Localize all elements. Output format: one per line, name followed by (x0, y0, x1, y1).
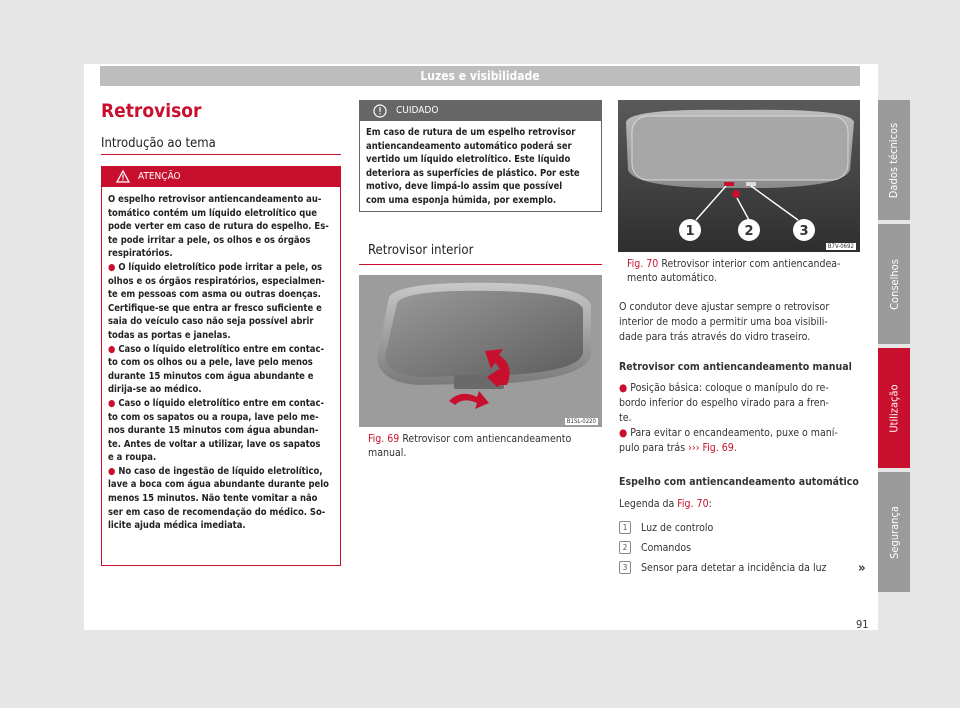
tab-dados-tecnicos[interactable] (878, 100, 910, 220)
bullet-icon: ● (108, 465, 116, 477)
warning-bullet (108, 397, 334, 465)
text-line: te pode irritar a pele, os olhos e os órgãos (108, 234, 311, 246)
text-line: mento automático. (627, 272, 717, 284)
bullet-icon: ● (619, 427, 628, 439)
text-line: respiratórios. (108, 248, 173, 260)
text-line: Certifique-se que entra ar fresco suficiente e (108, 302, 322, 314)
text-line: nos durante 15 minutos com água abundan- (108, 425, 319, 437)
text-line: to com os olhos ou a pele, lave pelo menos (108, 357, 313, 369)
bullet-icon: ● (108, 397, 116, 409)
manual-bullets: ● Posição básica: coloque o manípulo do re- bordo inferior do espelho virado para a fren- te. ● Para evitar o encandeamento, puxe o maní- pulo para trás ››› Fig. 69. (619, 382, 838, 454)
text-line: pode verter em caso de rutura do espelho. Es- (108, 221, 329, 233)
text-line: bordo inferior do espelho virado para a fren- (619, 397, 829, 409)
running-header: Luzes e visibilidade (100, 66, 860, 86)
text-line: Caso o líquido eletrolítico entre em contac- (118, 343, 324, 355)
figure-69-mirror-manual (359, 275, 602, 427)
mirror-manual-illustration (359, 275, 602, 427)
section-subtitle: Introdução ao tema (101, 136, 216, 151)
tab-label: Utilização (887, 383, 901, 433)
text-line: O condutor deve ajustar sempre o retrovisor (619, 301, 830, 313)
warning-body (102, 187, 340, 533)
section-heading-retrovisor-interior: Retrovisor interior (368, 243, 474, 258)
tab-label: Dados técnicos (887, 122, 901, 198)
figure-70-link[interactable]: Fig. 70 (677, 498, 709, 510)
warning-box (101, 166, 341, 566)
text-line: Legenda da (619, 498, 675, 510)
figure-code: B1SL-0220 (566, 418, 596, 425)
text-line: saia do veículo caso não seja possível abrir (108, 316, 314, 328)
callout-1: 1 (685, 224, 695, 239)
legend-number: 2 (619, 541, 631, 554)
warning-label: ATENÇÃO (138, 171, 181, 182)
text-line: lave a boca com água abundante durante pelo (108, 479, 329, 491)
text-line: motivo, deve limpá-lo assim que possível (366, 181, 563, 193)
caution-label: CUIDADO (396, 105, 439, 116)
text-line: dirija-se ao médico. (108, 384, 202, 396)
text-line: deteriora as superfícies de plástico. Por este (366, 167, 580, 179)
figure-69-caption (368, 432, 571, 460)
legend-text: Luz de controlo (641, 521, 714, 534)
legend-item (619, 561, 827, 574)
text-line: O líquido eletrolítico pode irritar a pele, os (118, 261, 323, 273)
text-line: to com os sapatos ou a roupa, lave pelo me- (108, 411, 319, 423)
callout-2: 2 (744, 224, 754, 239)
text-line: te em pessoas com asma ou outras doenças. (108, 289, 321, 301)
text-line: menos 15 minutos. Não tente vomitar a não (108, 493, 318, 505)
warning-bullet (108, 261, 334, 343)
text-line: olhos e os órgãos respiratórios, especialmen- (108, 275, 325, 287)
bullet-icon: ● (108, 261, 116, 273)
divider (359, 264, 602, 265)
mirror-automatic-illustration (618, 100, 860, 252)
text-line: vertido um líquido eletrolítico. Este líquido (366, 154, 571, 166)
text-line: tomático contém um líquido eletrolítico que (108, 207, 317, 219)
legend-number: 3 (619, 561, 631, 574)
text-line: Posição básica: coloque o manípulo do re- (630, 382, 829, 394)
tab-seguranca[interactable] (878, 472, 910, 592)
bullet-icon: ● (619, 382, 628, 394)
auto-heading: Espelho com antiencandeamento automático (619, 476, 859, 488)
warning-icon (116, 170, 130, 183)
caution-body (360, 121, 601, 213)
figure-number: Fig. 69 (368, 433, 400, 445)
page-number: 91 (856, 618, 869, 631)
legend-intro: Legenda da Fig. 70: (619, 498, 712, 510)
continue-icon: » (858, 561, 866, 576)
figure-code: B7V-0692 (827, 243, 854, 250)
bullet-icon: ● (108, 343, 116, 355)
figure-number: Fig. 70 (627, 258, 659, 270)
text-line: No caso de ingestão de líquido eletrolítico, (118, 465, 323, 477)
text-line: Caso o líquido eletrolítico entre em contac- (118, 397, 324, 409)
caution-header (360, 101, 601, 121)
warning-bullet (108, 465, 334, 533)
info-circle-icon (373, 104, 387, 118)
manual-heading: Retrovisor com antiencandeamento manual (619, 361, 852, 373)
intro-paragraph (619, 300, 829, 345)
legend-text: Sensor para detetar a incidência da luz (641, 561, 827, 574)
text-line: te. (619, 412, 632, 424)
legend-text: Comandos (641, 541, 692, 554)
text-line: antiencandeamento automático poderá ser (366, 140, 572, 152)
text-line: Em caso de rutura de um espelho retrovisor (366, 127, 576, 138)
text-line: durante 15 minutos com água abundante e (108, 370, 314, 382)
text-line: manual. (368, 447, 407, 459)
caution-box (359, 100, 602, 212)
tab-conselhos[interactable] (878, 224, 910, 344)
warning-intro (108, 193, 334, 261)
text-line: Para evitar o encandeamento, puxe o maní- (630, 427, 838, 439)
tab-label: Segurança (887, 505, 901, 559)
figure-70-caption (627, 257, 841, 285)
text-line: pulo para trás (619, 442, 686, 454)
text-line: O espelho retrovisor antiencandeamento au- (108, 194, 322, 205)
section-title: Retrovisor (101, 100, 202, 122)
legend-number: 1 (619, 521, 631, 534)
callout-3: 3 (799, 224, 809, 239)
text-line: Retrovisor com antiencandeamento (402, 433, 572, 445)
tab-label: Conselhos (887, 258, 901, 310)
reference-arrows: ››› (688, 442, 700, 454)
text-line: licite ajuda médica imediata. (108, 520, 246, 532)
legend-item (619, 541, 691, 554)
text-line: ser em caso de recomendação do médico. So- (108, 506, 326, 518)
text-line: te. Antes de voltar a utilizar, lave os sapatos (108, 438, 321, 450)
text-line: todas as portas e janelas. (108, 329, 231, 341)
legend-item (619, 521, 713, 534)
tab-utilizacao[interactable] (878, 348, 910, 468)
divider (101, 154, 341, 155)
text-line: interior de modo a permitir uma boa visibili- (619, 316, 828, 328)
text-line: Retrovisor interior com antiencandea- (661, 258, 841, 270)
warning-bullet (108, 343, 334, 397)
text-line: com uma esponja húmida, por exemplo. (366, 194, 557, 206)
figure-70-mirror-automatic (618, 100, 860, 252)
warning-header (102, 167, 340, 187)
figure-69-link[interactable]: Fig. 69 (702, 442, 734, 454)
text-line: dade para trás através do vidro traseiro. (619, 331, 811, 343)
text-line: e a roupa. (108, 452, 157, 464)
